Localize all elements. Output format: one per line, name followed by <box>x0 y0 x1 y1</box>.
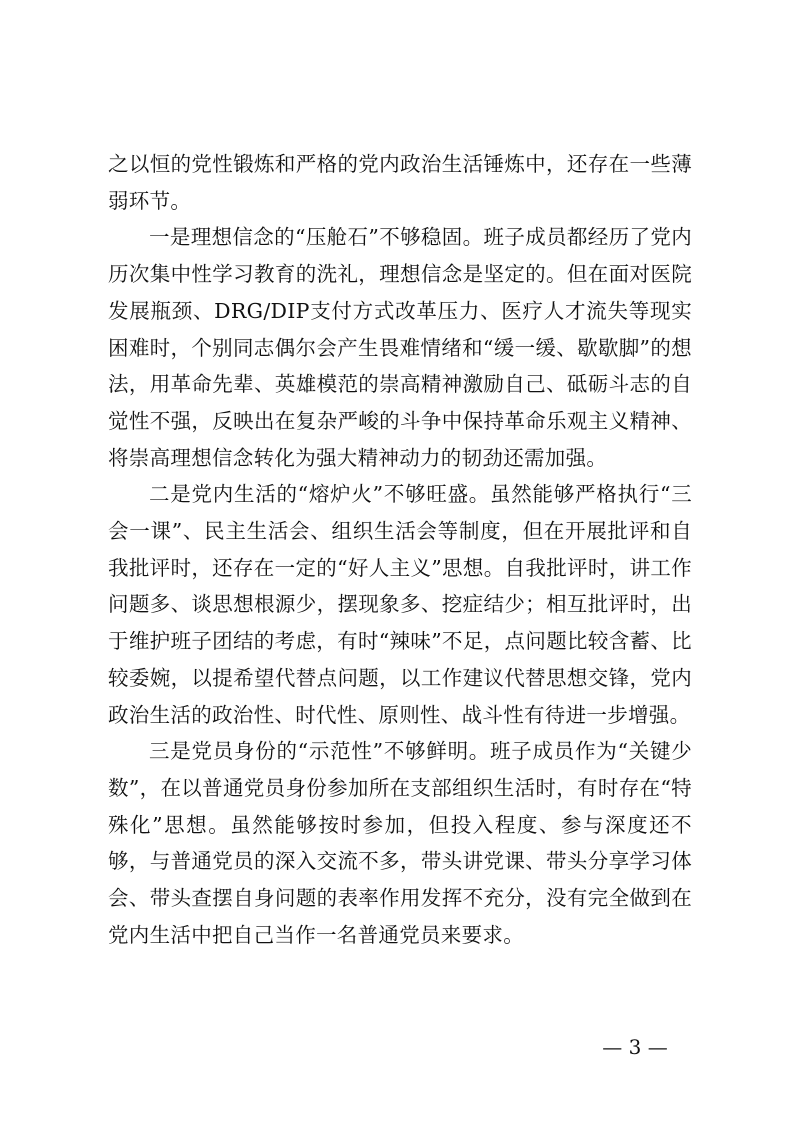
page-number: — 3 — <box>602 1035 668 1059</box>
document-body <box>108 146 692 953</box>
paragraph-party-life: 二是党内生活的“熔炉火”不够旺盛。虽然能够严格执行“三会一课”、民主生活会、组织生活会等制度，但在开展批评和自我批评时，还存在一定的“好人主义”思想。自我批评时，讲工作问题多、谈思想根源少，摆现象多、挖症结少；相互批评时，出于维护班子团结的考虑，有时“辣味”不足，点问题比较含蓄、比较委婉，以提希望代替点问题，以工作建议代替思想交锋，党内政治生活的政治性、时代性、原则性、战斗性有待进一步增强。 <box>108 482 692 727</box>
paragraph-member-example: 三是党员身份的“示范性”不够鲜明。班子成员作为“关键少数”，在以普通党员身份参加所在支部组织生活时，有时存在“特殊化”思想。虽然能够按时参加，但投入程度、参与深度还不够，与普通党员的深入交流不多，带头讲党课、带头分享学习体会、带头查摆自身问题的表率作用发挥不充分，没有完全做到在党内生活中把自己当作一名普通党员来要求。 <box>108 739 692 947</box>
paragraph-ideals-and-beliefs: 一是理想信念的“压舱石”不够稳固。班子成员都经历了党内历次集中性学习教育的洗礼，理想信念是坚定的。但在面对医院发展瓶颈、DRG/DIP支付方式改革压力、医疗人才流失等现实困难时，个别同志偶尔会产生畏难情绪和“缓一缓、歇歇脚”的想法，用革命先辈、英雄模范的崇高精神激励自己、砥砺斗志的自觉性不强，反映出在复杂严峻的斗争中保持革命乐观主义精神、将崇高理想信念转化为强大精神动力的韧劲还需加强。 <box>108 225 692 470</box>
continuation-paragraph: 之以恒的党性锻炼和严格的党内政治生活锤炼中，还存在一些薄弱环节。 <box>108 152 692 213</box>
